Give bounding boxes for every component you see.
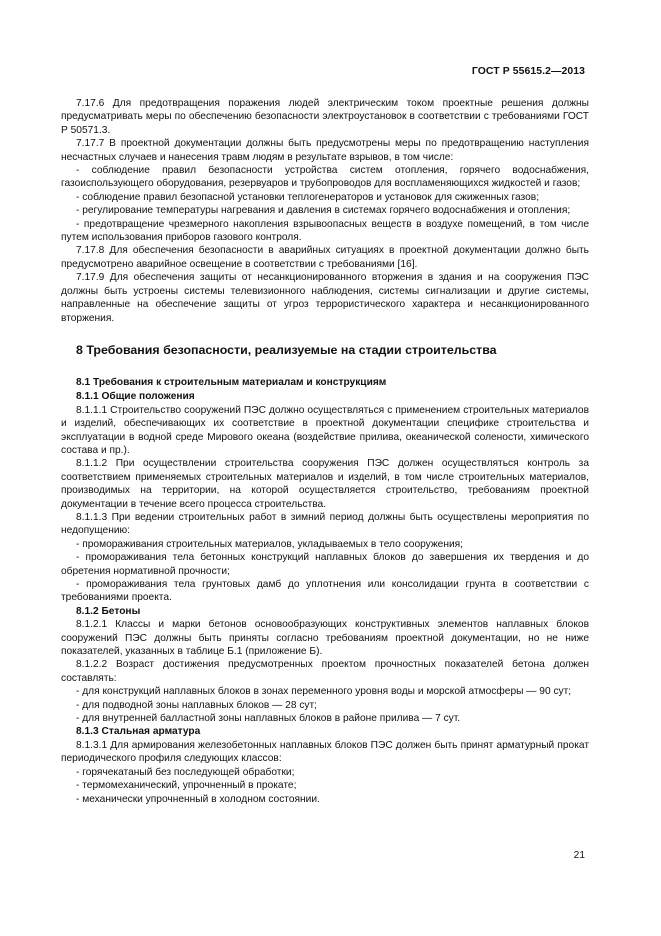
- list-item: - для подводной зоны наплавных блоков — 28 сут;: [76, 699, 318, 711]
- paragraph-8-1-1-1: 8.1.1.1 Строительство сооружений ПЭС должно осуществляться с применением строительных материалов и изделий, обеспечивающих их соответствие в проектной документации специфике строительства и эксплуатации в водной среде Мирового океана (воздействие прилива, океанической солености, химического состава и пр.).: [61, 404, 589, 456]
- list-item: - для внутренней балластной зоны наплавных блоков в районе прилива — 7 сут.: [76, 713, 461, 725]
- subsection-8-1-1-heading: 8.1.1 Общие положения: [76, 391, 195, 403]
- paragraph-8-1-2-2: 8.1.2.2 Возраст достижения предусмотренных проектом прочностных показателей бетона должен составлять:: [61, 659, 589, 684]
- paragraph-7-17-7: 7.17.7 В проектной документации должны быть предусмотрены меры по предотвращению наступления несчастных случаев и нанесения травм людям в результате взрывов, в том числе:: [61, 138, 589, 163]
- list-item: - горячекатаный без последующей обработки;: [76, 766, 295, 778]
- paragraph-8-1-1-3: 8.1.1.3 При ведении строительных работ в зимний период должны быть осуществлены мероприятия по недопущению:: [61, 511, 589, 537]
- subsection-8-1-3-heading: 8.1.3 Стальная арматура: [76, 726, 201, 738]
- paragraph-7-17-9: 7.17.9 Для обеспечения защиты от несанкционированного вторжения в здания и на сооружения ПЭС должны быть устроены системы телевизионного наблюдения, системы сигнализации и другие системы, направленные на обеспечение защиты от угроз террористического характера и несанкционированного вторжения.: [61, 272, 589, 324]
- paragraph-7-17-8: 7.17.8 Для обеспечения безопасности в аварийных ситуациях в проектной документации должно быть предусмотрено аварийное освещение в соответствии с требованиями [16].: [61, 245, 589, 270]
- list-item: - термомеханический, упрочненный в прокате;: [76, 780, 297, 792]
- list-item: - соблюдение правил безопасной установки теплогенераторов и установок для сжиженных газов;: [76, 191, 540, 203]
- list-item: - соблюдение правил безопасности устройства систем отопления, горячего водоснабжения, газоиспользующего оборудования, резервуаров и трубопроводов для воспламеняющихся жидкостей и газов;: [61, 165, 589, 190]
- list-item: - регулирование температуры нагревания и давления в системах горячего водоснабжения и отопления;: [76, 205, 571, 217]
- paragraph-8-1-2-1: 8.1.2.1 Классы и марки бетонов основообразующих конструктивных элементов наплавных блоков сооружений ПЭС должны быть приняты согласно требованиям проектной документации, но не ниже показателей, указанных в таблице Б.1 (приложение Б).: [61, 619, 589, 658]
- section-8-heading: 8 Требования безопасности, реализуемые на стадии строительства: [76, 342, 497, 357]
- page-number: 21: [573, 850, 585, 861]
- list-item: - промораживания тела грунтовых дамб до уплотнения или консолидации грунта в соответствии с требованиями проекта.: [61, 579, 589, 604]
- paragraph-8-1-3-1: 8.1.3.1 Для армирования железобетонных наплавных блоков ПЭС должен быть принят арматурный прокат периодического профиля следующих классов:: [61, 739, 589, 765]
- paragraph-8-1-1-2: 8.1.1.2 При осуществлении строительства сооружения ПЭС должен осуществляться контроль за соответствием применяемых строительных материалов и изделий, в том числе строительных материалов, производимых на территории, на которой осуществляется строительство, требованиям проектной документации в течение всего процесса строительства.: [61, 458, 589, 510]
- document-body: [61, 97, 589, 806]
- list-item: - для конструкций наплавных блоков в зонах переменного уровня воды и морской атмосферы — 90 сут;: [76, 686, 572, 698]
- list-item: - промораживания строительных материалов, укладываемых в тело сооружения;: [76, 538, 464, 550]
- list-item: - промораживания тела бетонных конструкций наплавных блоков до завершения их твердения и до обретения нормативной прочности;: [61, 552, 589, 577]
- list-item: - предотвращение чрезмерного накопления взрывоопасных веществ в воздухе помещений, в том числе путем использования приборов газового контроля.: [61, 218, 589, 244]
- paragraph-7-17-6: 7.17.6 Для предотвращения поражения людей электрическим током проектные решения должны предусматривать меры по обеспечению безопасности электроустановок в соответствии с требованиями ГОСТ Р 50571.3.: [61, 98, 589, 136]
- document-id-header: ГОСТ Р 55615.2—2013: [471, 66, 585, 77]
- subsection-8-1-2-heading: 8.1.2 Бетоны: [76, 605, 141, 617]
- subsection-8-1-heading: 8.1 Требования к строительным материалам и конструкциям: [76, 376, 387, 388]
- list-item: - механически упрочненный в холодном состоянии.: [76, 793, 320, 805]
